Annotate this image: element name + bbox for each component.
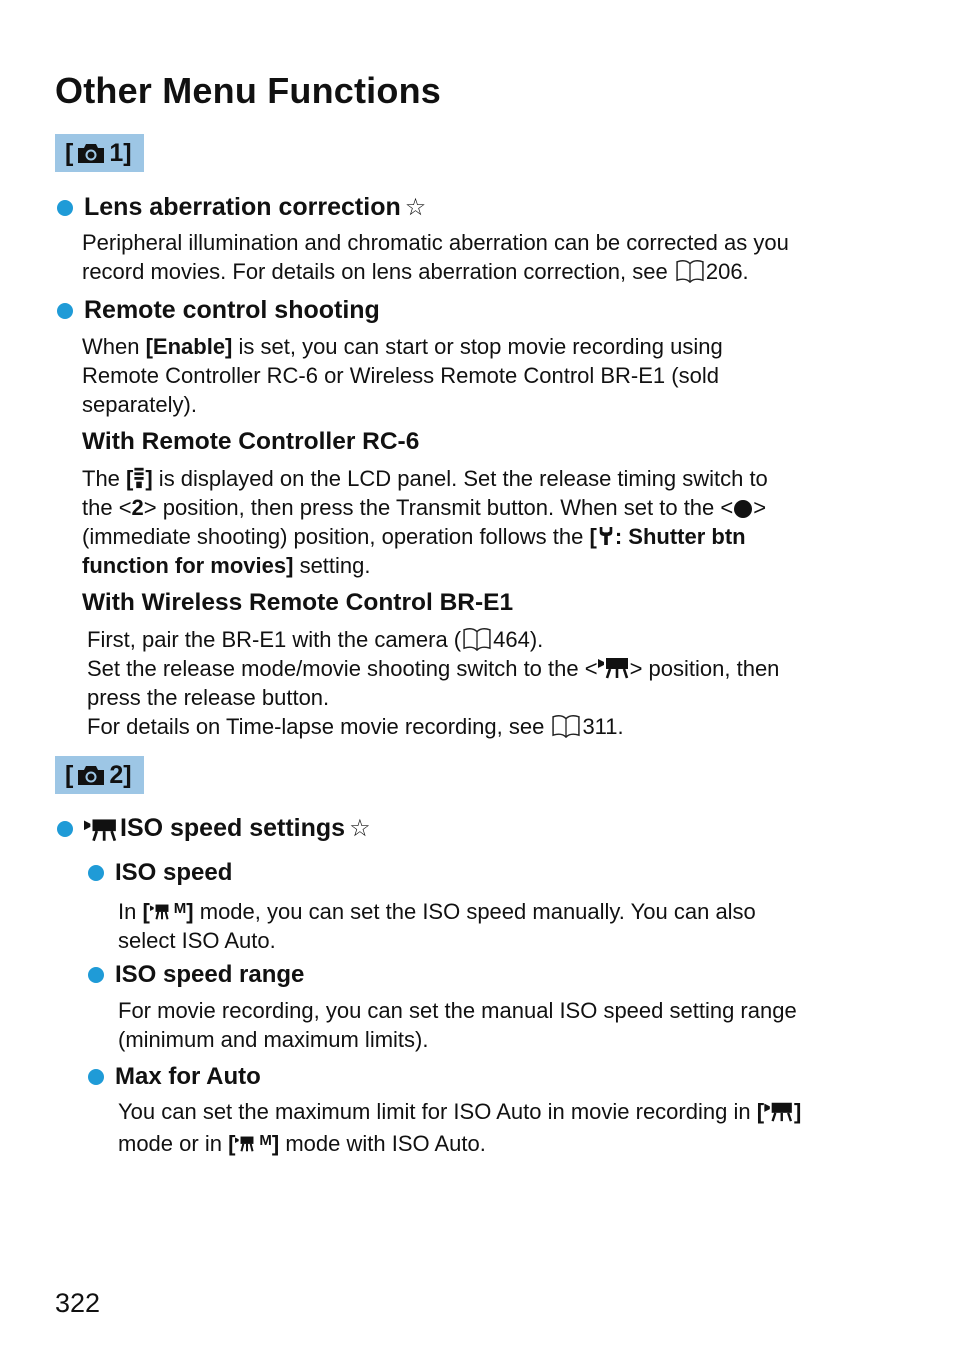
iso-range-heading: ISO speed range	[88, 961, 304, 989]
page-number: 322	[55, 1288, 101, 1318]
page-reference-icon	[675, 259, 705, 283]
movie-shooting-icon	[764, 1100, 794, 1122]
menu-tab-shooting-1: [ 1]	[55, 134, 144, 172]
wrench-icon	[597, 525, 615, 547]
star-icon: ☆	[404, 194, 427, 221]
movie-shooting-icon	[598, 655, 630, 679]
bullet-dot	[88, 967, 104, 983]
bre1-heading: With Wireless Remote Control BR-E1	[82, 589, 514, 616]
page-reference-icon	[551, 714, 581, 738]
bre1-text: First, pair the BR-E1 with the camera ( 464). Set the release mode/movie shooting switch to the < > position, then press the release button. For details on Time-lapse movie recording, see 311.	[87, 627, 780, 739]
movie-manual-icon	[235, 1132, 259, 1154]
remote-control-text: When [Enable] is set, you can start or stop movie recording using Remote Controller RC-6 or Wireless Remote Control BR-E1 (sold separately).	[82, 334, 723, 417]
lens-aberration-heading: Lens aberration correction ☆	[57, 193, 426, 222]
star-icon: ☆	[349, 815, 371, 842]
camera-icon	[76, 142, 106, 164]
page-reference-icon	[462, 627, 492, 651]
bullet-dot	[88, 1069, 104, 1085]
movie-manual-icon	[150, 900, 174, 922]
lens-aberration-text: Peripheral illumination and chromatic aberration can be corrected as you record movies. For details on lens aberration correction, see 206.	[82, 230, 789, 284]
movie-shooting-icon	[84, 816, 118, 842]
menu-tab-shooting-2: [ 2]	[55, 756, 144, 794]
max-auto-heading: Max for Auto	[88, 1063, 261, 1091]
iso-range-text: For movie recording, you can set the manual ISO speed setting range (minimum and maximum limits).	[118, 998, 797, 1052]
iso-speed-text: In [ $^M$] mode, you can set the ISO speed manually. You can also select ISO Auto.	[118, 899, 756, 953]
rc6-text: The [ ] is displayed on the LCD panel. Set the release timing switch to the <2> position, then press the Transmit button. When set to the < > (immediate shooting) position, operation follows the [ : Shutter btn function for movies] setting.	[82, 466, 768, 578]
bullet-dot	[88, 865, 104, 881]
page-title: Other Menu Functions	[55, 70, 441, 111]
bullet-dot	[57, 303, 73, 319]
remote-icon	[133, 465, 145, 489]
remote-control-heading: Remote control shooting	[57, 296, 380, 325]
iso-speed-heading: ISO speed	[88, 859, 232, 887]
bullet-dot	[57, 200, 73, 216]
max-auto-text: You can set the maximum limit for ISO Auto in movie recording in [ ] mode or in [ $^M$] mode with ISO Auto.	[118, 1099, 802, 1156]
rc6-heading: With Remote Controller RC-6	[82, 428, 420, 455]
immediate-shooting-icon	[733, 498, 753, 518]
bullet-dot	[57, 821, 73, 837]
camera-icon	[76, 764, 106, 786]
iso-settings-heading: ISO speed settings ☆	[57, 814, 371, 843]
